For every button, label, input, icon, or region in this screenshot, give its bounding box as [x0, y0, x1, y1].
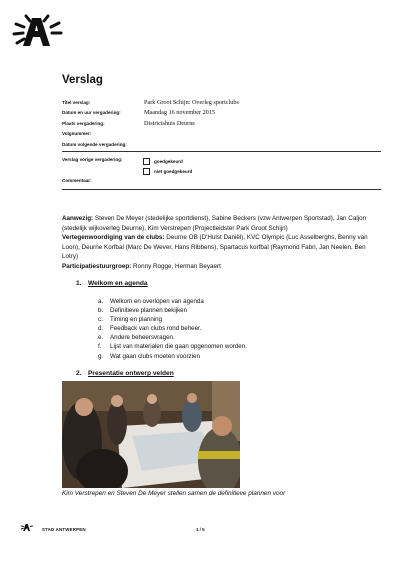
checkbox-label: goedgekeurd: [154, 158, 183, 164]
approval-options: [143, 156, 192, 176]
checkbox-label: niet goedgekeurd: [154, 168, 193, 174]
list-text: Lijst van materialen die gaan opgenomen worden.: [110, 343, 247, 351]
meta-value: Park Groot Schijn: Overleg sportclubs: [144, 98, 239, 106]
list-item: [98, 324, 247, 333]
list-item: [98, 306, 247, 315]
agenda-list: [98, 297, 247, 361]
meeting-photo: [62, 381, 240, 488]
section-heading-1: [76, 280, 148, 287]
page-number: 1 / 5: [196, 527, 205, 532]
list-item: [98, 342, 247, 351]
antwerp-a-logo-icon: [10, 12, 66, 52]
section-title: Welkom en agenda: [88, 280, 148, 287]
meta-value: Districtshuis Deurne: [144, 119, 196, 127]
checkbox[interactable]: [143, 158, 150, 165]
antwerp-a-small-icon: [20, 522, 34, 533]
comments-label: Commentaar:: [62, 178, 92, 183]
meta-label: Titel verslag:: [62, 99, 91, 105]
meta-row-next-date: [62, 139, 382, 150]
divider: [62, 151, 381, 152]
meta-label: Datum en uur vergadering:: [62, 110, 121, 116]
section-title: Presentatie ontwerp velden: [88, 370, 174, 377]
list-item: [98, 315, 247, 324]
clubs-label: Vertegenwoordiging van de clubs:: [62, 234, 165, 242]
section-number: 2.: [76, 370, 82, 377]
group-label: Participatiestuurgroep:: [62, 262, 132, 270]
clubs-text: Deurne OB (D'Hulst Daniël), KVC Olympic (Luc Asselberghs, Benny van Loon), Deurne Korfbal (Marc De Wever, Hans Ribbens), Spartacus korfbal (Raymond Fabri, Jan Neelen, Ben Lotry): [62, 234, 368, 261]
meta-row-number: [62, 129, 382, 140]
attendance-block: [62, 214, 382, 272]
meta-table: [62, 97, 382, 150]
footer-brand: STAD ANTWERPEN: [42, 527, 86, 532]
page-title: Verslag: [62, 74, 103, 86]
attendance-clubs: [62, 233, 382, 262]
list-marker: f.: [98, 343, 102, 351]
meta-row-date: [62, 108, 382, 119]
list-item: [98, 352, 247, 361]
list-marker: b.: [98, 307, 104, 315]
section-number: 1.: [76, 280, 82, 287]
photo-caption: Kim Verstrepen en Steven De Meyer stellen samen de definitieve plannen voor: [62, 490, 286, 497]
list-marker: e.: [98, 334, 104, 342]
list-text: Andere beheersvragen.: [110, 334, 175, 342]
meta-label: Plaats vergadering:: [62, 120, 105, 126]
present-text: Steven De Meyer (stedelijke sportdienst), Sabine Beckers (vzw Antwerpen Sportstad), Jan Caljon (stedelijk wijkoverleg Deurne), Kim Verstrepen (Projectleidster Park Groot Schijn): [62, 215, 367, 232]
meta-value: Maandag 16 november 2015: [144, 109, 215, 117]
list-item: [98, 333, 247, 342]
meta-row-title: [62, 97, 382, 108]
list-marker: g.: [98, 352, 104, 360]
section-heading-2: [76, 370, 174, 377]
attendance-group: [62, 262, 382, 272]
attendance-present: [62, 214, 382, 233]
checkbox[interactable]: [143, 168, 150, 175]
list-text: Welkom en overlopen van agenda: [110, 298, 204, 305]
list-marker: d.: [98, 325, 104, 333]
approval-option-approved[interactable]: [143, 156, 192, 166]
meta-label: Volgnummer:: [62, 131, 92, 137]
previous-meeting-label: Verslag vorige vergadering:: [62, 157, 123, 162]
list-text: Wat gaan clubs moeten voorzien: [110, 352, 200, 360]
list-item: [98, 297, 247, 306]
group-text: Ronny Rogge, Herman Beyaert: [131, 262, 221, 270]
list-marker: c.: [98, 316, 103, 324]
approval-option-not-approved[interactable]: [143, 166, 192, 176]
present-label: Aanwezig:: [62, 215, 94, 222]
list-text: Timing en planning: [110, 316, 163, 324]
list-text: Feedback van clubs rond beheer.: [110, 325, 202, 333]
list-text: Definitieve plannen bekijken: [110, 307, 188, 315]
meta-row-place: [62, 118, 382, 129]
divider: [62, 189, 381, 190]
list-marker: a.: [98, 298, 104, 305]
meta-label: Datum volgende vergadering:: [62, 141, 127, 147]
